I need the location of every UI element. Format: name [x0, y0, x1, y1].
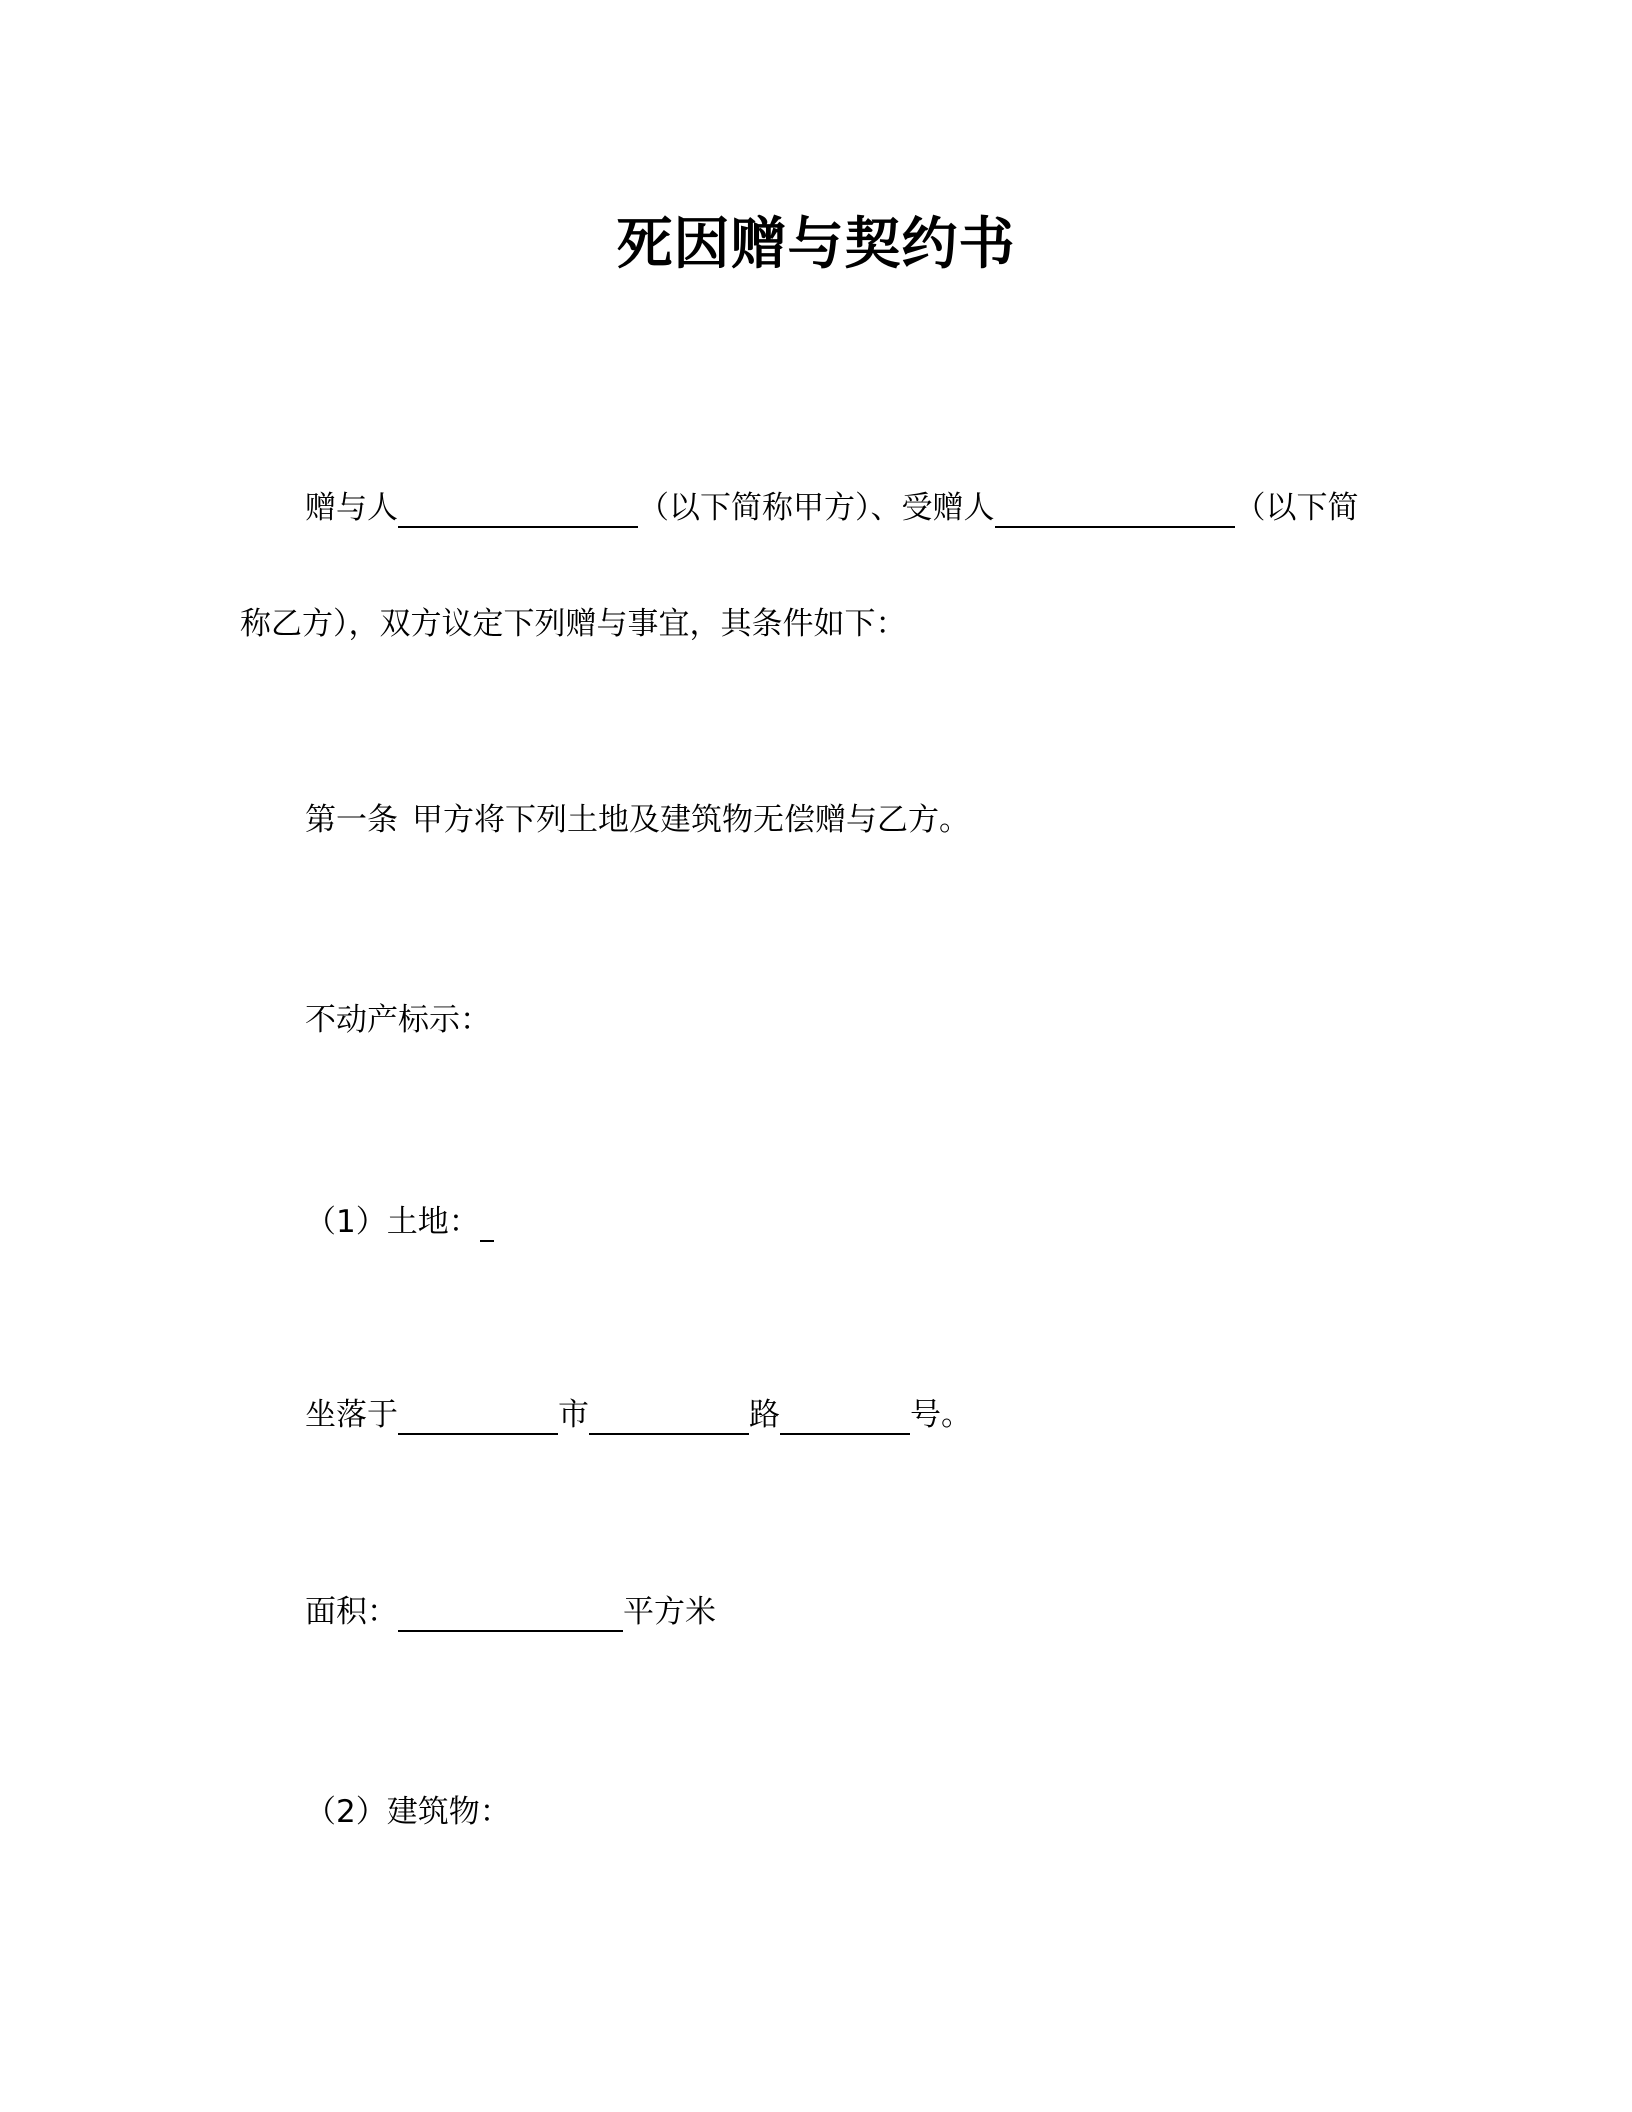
location-prefix: 坐落于	[305, 1397, 398, 1433]
article-1	[305, 800, 970, 840]
number-blank	[780, 1399, 910, 1435]
building-heading: （2）建筑物：	[305, 1794, 511, 1830]
city-blank	[398, 1399, 558, 1435]
property-heading: 不动产标示：	[305, 1002, 491, 1038]
road-blank	[589, 1399, 749, 1435]
intro-line-2: 称乙方），双方议定下列赠与事宜，其条件如下：	[240, 606, 907, 642]
area-blank	[398, 1596, 623, 1632]
land-blank	[480, 1206, 494, 1242]
donee-name-blank	[995, 492, 1235, 528]
area-label: 面积：	[305, 1594, 398, 1630]
donor-name-blank	[398, 492, 638, 528]
area-unit: 平方米	[623, 1594, 716, 1630]
donor-suffix: （以下简称甲方）、受赠人	[638, 490, 995, 526]
document-title: 死因赠与契约书	[616, 212, 1016, 277]
land-label: （1）土地：	[305, 1204, 480, 1240]
land-heading	[305, 1202, 494, 1242]
number-label: 号。	[910, 1397, 972, 1433]
city-label: 市	[558, 1397, 589, 1433]
donee-suffix: （以下简	[1234, 490, 1359, 526]
road-label: 路	[749, 1397, 780, 1433]
land-location	[305, 1395, 972, 1435]
article-1-text: 甲方将下列土地及建筑物无偿赠与乙方。	[412, 802, 970, 838]
land-area	[305, 1592, 716, 1632]
article-1-number: 第一条	[305, 802, 398, 838]
donor-label: 赠与人	[305, 490, 398, 526]
intro-line-1	[305, 488, 1359, 528]
